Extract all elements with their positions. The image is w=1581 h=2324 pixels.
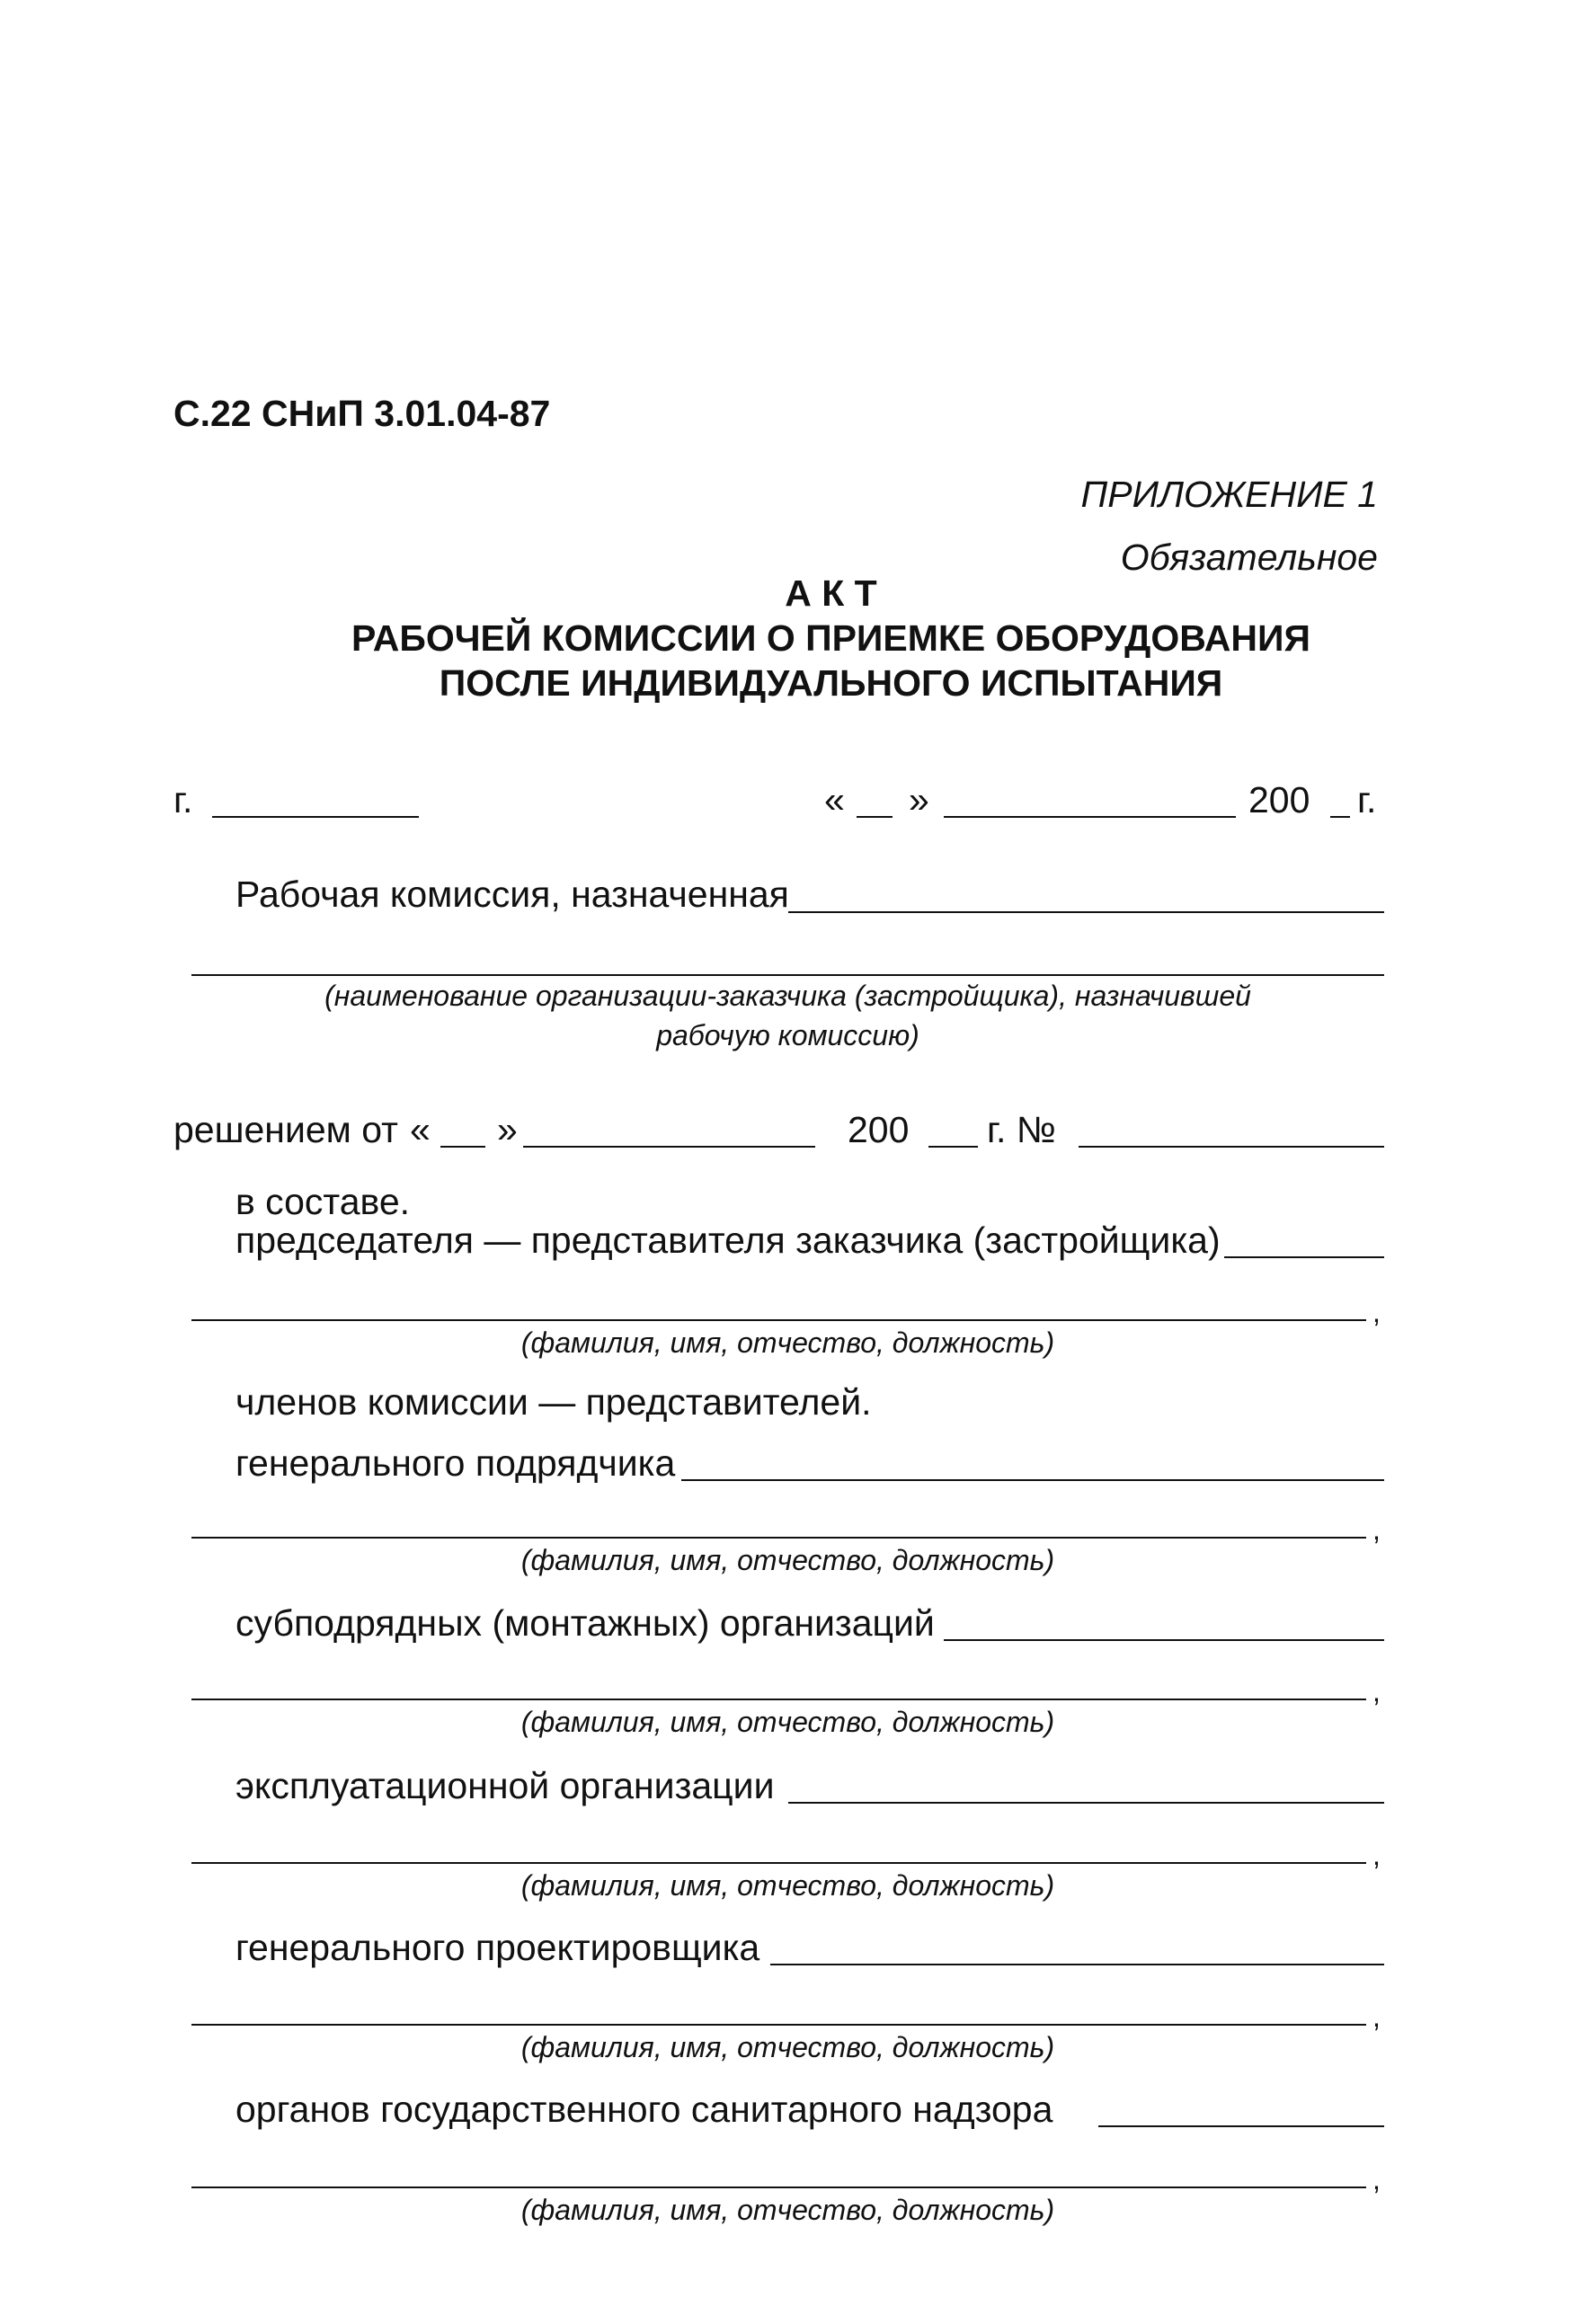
date-year-suffix: г. [1357, 779, 1377, 820]
date-quote-close: » [909, 779, 929, 820]
appointed-by-field[interactable] [788, 911, 1384, 913]
city-prefix: г. [173, 779, 193, 820]
decision-quote-close: » [497, 1109, 518, 1150]
chairman-caption: (фамилия, имя, отчество, должность) [520, 1326, 1055, 1359]
general-contractor-caption: (фамилия, имя, отчество, должность) [520, 1544, 1055, 1576]
title-line-2: РАБОЧЕЙ КОМИССИИ О ПРИЕМКЕ ОБОРУДОВАНИЯ [351, 617, 1310, 659]
decision-number-field[interactable] [1079, 1146, 1384, 1148]
date-quote-open: « [824, 779, 845, 820]
appointed-caption-line-1: (наименование организации-заказчика (застройщика), назначившей [324, 980, 1251, 1012]
subcontractors-comma: , [1372, 1675, 1381, 1708]
general-designer-field-2[interactable] [191, 2024, 1366, 2026]
subcontractors-caption: (фамилия, имя, отчество, должность) [520, 1706, 1055, 1738]
members-label: членов комиссии — представителей. [235, 1381, 872, 1423]
operating-org-label: эксплуатационной организации [235, 1765, 775, 1806]
operating-org-comma: , [1372, 1839, 1381, 1871]
decision-day-field[interactable] [440, 1146, 485, 1148]
sanitary-supervision-caption: (фамилия, имя, отчество, должность) [520, 2194, 1055, 2226]
date-year: 200 [1248, 779, 1310, 820]
appointed-by-field-2[interactable] [191, 974, 1384, 976]
chairman-field-2[interactable] [191, 1319, 1366, 1321]
composition-intro: в составе. [235, 1181, 411, 1222]
document-reference: С.22 СНиП 3.01.04-87 [173, 393, 551, 434]
date-year-digits-field[interactable] [1330, 816, 1350, 818]
chairman-comma: , [1372, 1296, 1381, 1328]
sanitary-supervision-label: органов государственного санитарного надзора [235, 2089, 1053, 2130]
chairman-label: председателя — представителя заказчика (застройщика) [235, 1220, 1221, 1261]
general-contractor-field[interactable] [681, 1479, 1384, 1481]
decision-month-field[interactable] [523, 1146, 815, 1148]
subcontractors-field-2[interactable] [191, 1699, 1366, 1700]
decision-year: 200 [848, 1109, 910, 1150]
decision-year-digits-field[interactable] [928, 1146, 978, 1148]
date-month-field[interactable] [944, 816, 1236, 818]
chairman-field[interactable] [1224, 1256, 1384, 1258]
general-contractor-label: генерального подрядчика [235, 1442, 676, 1484]
decision-prefix: решением от [173, 1109, 398, 1150]
appendix-label: ПРИЛОЖЕНИЕ 1 [1080, 474, 1378, 515]
operating-org-caption: (фамилия, имя, отчество, должность) [520, 1869, 1055, 1902]
decision-year-suffix: г. № [987, 1109, 1056, 1150]
general-contractor-comma: , [1372, 1513, 1381, 1546]
general-designer-caption: (фамилия, имя, отчество, должность) [520, 2031, 1055, 2063]
sanitary-supervision-comma: , [1372, 2163, 1381, 2195]
title-line-3: ПОСЛЕ ИНДИВИДУАЛЬНОГО ИСПЫТАНИЯ [439, 662, 1223, 704]
appendix-status: Обязательное [1120, 537, 1378, 578]
operating-org-field[interactable] [788, 1802, 1384, 1804]
general-designer-field[interactable] [770, 1964, 1384, 1965]
decision-quote-open: « [410, 1109, 431, 1150]
subcontractors-label: субподрядных (монтажных) организаций [235, 1602, 935, 1644]
subcontractors-field[interactable] [944, 1639, 1384, 1641]
appointed-caption-line-2: рабочую комиссию) [656, 1019, 919, 1051]
general-designer-label: генерального проектировщика [235, 1927, 760, 1968]
city-field[interactable] [212, 816, 419, 818]
operating-org-field-2[interactable] [191, 1862, 1366, 1864]
sanitary-supervision-field-2[interactable] [191, 2187, 1366, 2188]
sanitary-supervision-field[interactable] [1098, 2125, 1384, 2127]
general-designer-comma: , [1372, 2000, 1381, 2033]
general-contractor-field-2[interactable] [191, 1537, 1366, 1539]
title-act: А К Т [785, 572, 877, 614]
date-day-field[interactable] [857, 816, 893, 818]
commission-appointed-label: Рабочая комиссия, назначенная [235, 874, 789, 915]
